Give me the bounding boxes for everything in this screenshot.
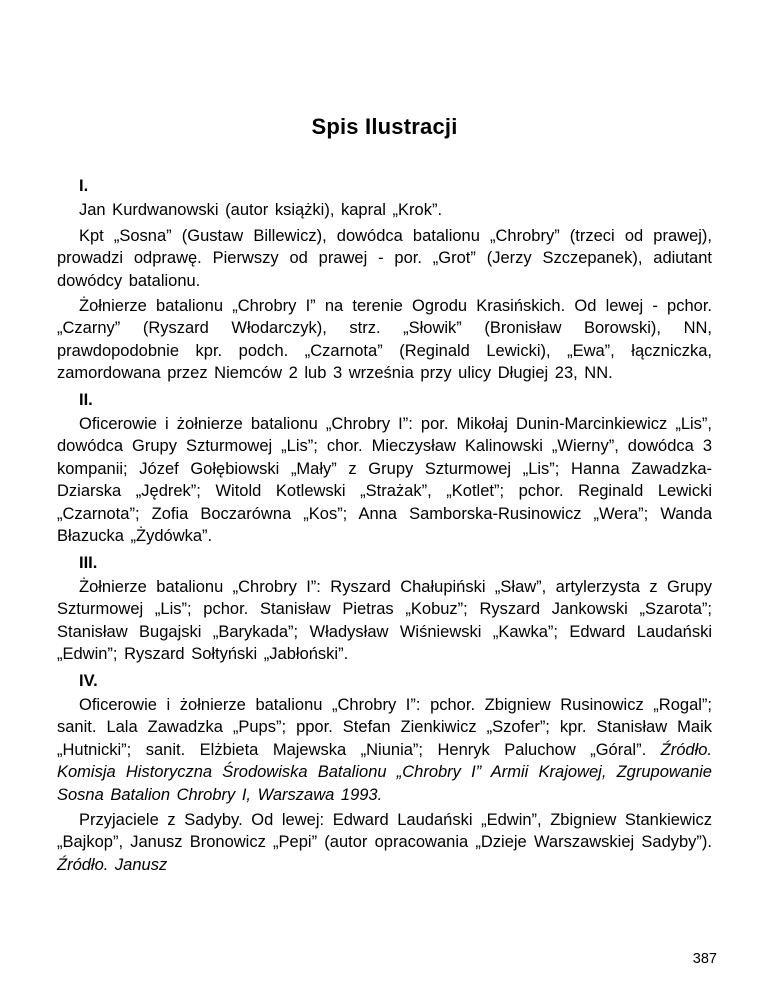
paragraph-text: Oficerowie i żołnierze batalionu „Chrobry I”: por. Mikołaj Dunin-Marcinkiewicz „Lis”, dowódca Grupy Szturmowej „Lis”; chor. Mieczysław Kalinowski „Wierny”, dowódca 3 kompanii; Józef Gołębiowski „Mały” z Grupy Szturmowej „Lis”; Hanna Zawadzka-Dziarska „Jędrek”; Witold Kotlewski „Strażak”, „Kotlet”; pchor. Reginald Lewicki „Czarnota”; Zofia Boczarówna „Kos”; Anna Samborska-Rusinowicz „Wera”; Wanda Błazucka „Żydówka”.: [57, 415, 712, 546]
section-label-4: IV.: [79, 671, 98, 690]
paragraph-text: Żołnierze batalionu „Chrobry I”: Ryszard Chałupiński „Sław”, artylerzysta z Grupy Szturmowej „Lis”; pchor. Stanisław Pietras „Kobuz”; Ryszard Jankowski „Szarota”; Stanisław Bugajski „Barykada”; Władysław Wiśniewski „Kawka”; Edward Laudański „Edwin”; Ryszard Sołtyński „Jabłoński”.: [57, 577, 712, 664]
paragraph-source-citation: Źródło. Komisja Historyczna Środowiska Batalionu „Chrobry I” Armii Krajowej, Zgrupowanie Sosna Batalion Chrobry I, Warszawa 1993.: [57, 740, 712, 804]
section-label-3: III.: [79, 553, 98, 572]
paragraph: [57, 694, 712, 806]
paragraph-text: Oficerowie i żołnierze batalionu „Chrobry I”: pchor. Zbigniew Rusinowicz „Rogal”; sanit. Lala Zawadzka „Pups”; ppor. Stefan Zienkiwicz „Szofer”; kpr. Stanisław Maik „Hutnicki”; sanit. Elżbieta Majewska „Niunia”; Henryk Paluchow „Góral”.: [57, 695, 712, 759]
page-title: Spis Ilustracji: [311, 114, 458, 139]
paragraph: [57, 809, 712, 876]
paragraph-source-citation: Źródło. Janusz: [57, 855, 168, 874]
page-number: 387: [692, 951, 717, 967]
paragraph: [57, 576, 712, 666]
paragraph-text: Żołnierze batalionu „Chrobry I” na terenie Ogrodu Krasińskich. Od lewej - pchor. „Czarny” (Ryszard Włodarczyk), strz. „Słowik” (Bronisław Borowski), NN, prawdopodobnie kpr. podch. „Czarnota” (Reginald Lewicki), „Ewa”, łączniczka, zamordowana przez Niemców 2 lub 3 września przy ulicy Długiej 23, NN.: [57, 297, 712, 383]
paragraph-text: Przyjaciele z Sadyby. Od lewej: Edward Laudański „Edwin”, Zbigniew Stankiewicz „Bajkop”, Janusz Bronowicz „Pepi” (autor opracowania „Dzieje Warszawskiej Sadyby”).: [57, 810, 712, 852]
paragraph-text: Kpt „Sosna” (Gustaw Billewicz), dowódca batalionu „Chrobry” (trzeci od prawej), prowadzi odprawę. Pierwszy od prawej - por. „Grot” (Jerzy Szczepanek), adiutant dowódcy batalionu.: [57, 226, 712, 290]
paragraph: [57, 199, 712, 221]
paragraph: [57, 295, 712, 385]
document-body: [57, 175, 712, 876]
section-label-1: I.: [79, 177, 89, 195]
section-label-2: II.: [79, 390, 93, 409]
paragraph-text: Jan Kurdwanowski (autor książki), kapral „Krok”.: [79, 201, 443, 220]
paragraph: [57, 413, 712, 547]
paragraph: [57, 225, 712, 292]
